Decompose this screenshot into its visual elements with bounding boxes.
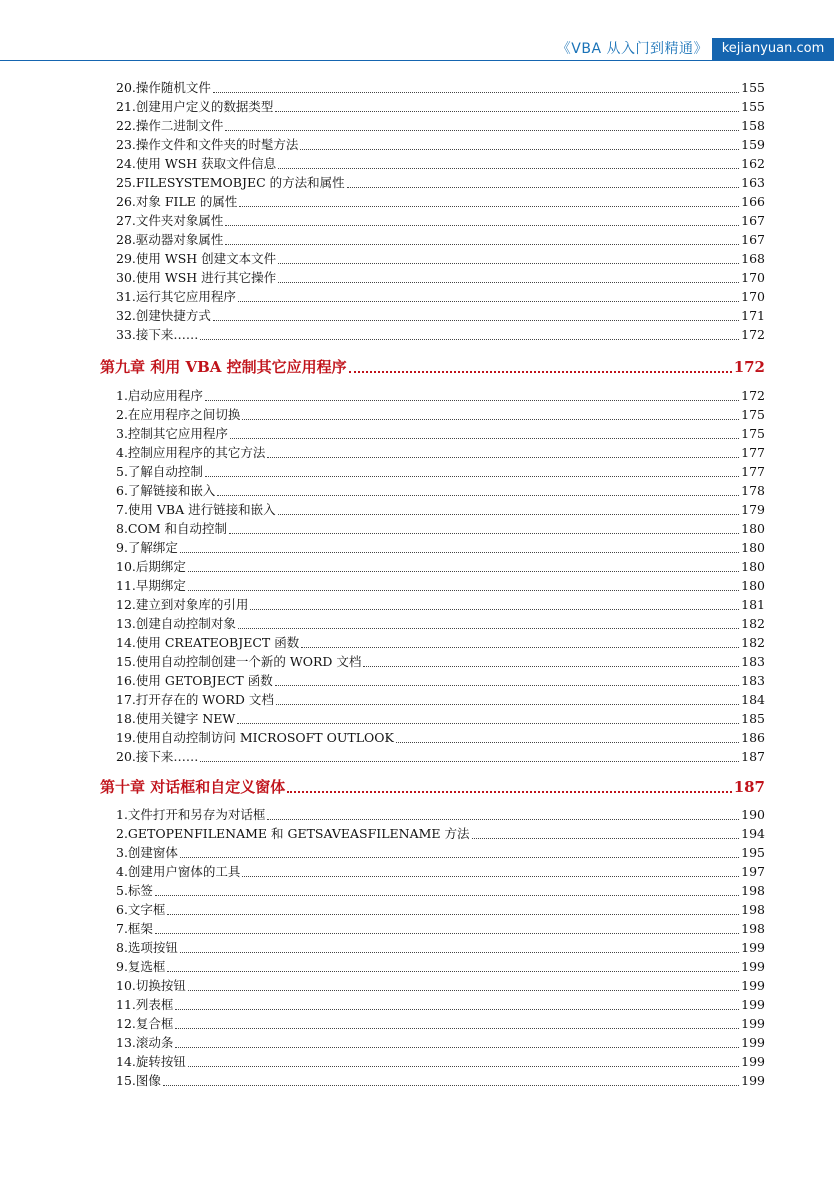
entry-title: 5.了解自动控制 (116, 464, 203, 479)
dot-leader (180, 952, 739, 953)
dot-leader (225, 130, 739, 131)
toc-entry[interactable] (116, 155, 765, 173)
dot-leader (347, 187, 739, 188)
entry-title: 14.使用 CREATEOBJECT 函数 (116, 635, 300, 650)
toc-entry[interactable] (116, 482, 765, 500)
entry-title: 8.选项按钮 (116, 940, 178, 955)
chapter-page: 187 (733, 778, 765, 796)
entry-page: 177 (741, 445, 765, 460)
toc-entry[interactable] (116, 539, 765, 557)
entry-title: 17.打开存在的 WORD 文档 (116, 692, 274, 707)
toc-entry[interactable] (116, 653, 765, 671)
page-header (0, 38, 834, 60)
book-title: 《VBA 从入门到精通》 (556, 41, 708, 57)
dot-leader (278, 263, 739, 264)
toc-entry[interactable] (116, 615, 765, 633)
entry-page: 197 (741, 864, 765, 879)
entry-page: 199 (741, 978, 765, 993)
entry-page: 199 (741, 1054, 765, 1069)
dot-leader (175, 1047, 739, 1048)
toc-entry[interactable] (116, 634, 765, 652)
entry-page: 183 (741, 654, 765, 669)
dot-leader (301, 647, 739, 648)
entry-title: 12.复合框 (116, 1016, 174, 1031)
entry-page: 170 (741, 270, 765, 285)
toc-entry[interactable] (116, 558, 765, 576)
toc-entry[interactable] (116, 920, 765, 938)
entry-page: 167 (741, 213, 765, 228)
toc-entry[interactable] (116, 425, 765, 443)
dot-leader (229, 533, 739, 534)
entry-title: 9.了解绑定 (116, 540, 178, 555)
dot-leader (205, 476, 739, 477)
toc-entry[interactable] (116, 444, 765, 462)
entry-page: 199 (741, 1035, 765, 1050)
entry-page: 180 (741, 578, 765, 593)
toc-entry[interactable] (116, 231, 765, 249)
toc-entry[interactable] (116, 958, 765, 976)
entry-title: 18.使用关键字 NEW (116, 711, 236, 726)
toc-entry[interactable] (116, 501, 765, 519)
toc-entry[interactable] (116, 1015, 765, 1033)
dot-leader (205, 400, 739, 401)
dot-leader (155, 933, 739, 934)
entry-title: 30.使用 WSH 进行其它操作 (116, 270, 277, 285)
toc-entry[interactable] (116, 406, 765, 424)
dot-leader (175, 1009, 739, 1010)
entry-page: 180 (741, 559, 765, 574)
entry-page: 155 (741, 99, 765, 114)
chapter-title: 第九章 利用 VBA 控制其它应用程序 (100, 358, 347, 376)
entry-title: 11.列表框 (116, 997, 174, 1012)
entry-title: 19.使用自动控制访问 MICROSOFT OUTLOOK (116, 730, 394, 745)
dot-leader (349, 371, 732, 373)
entry-title: 33.接下来…… (116, 327, 199, 342)
dot-leader (300, 149, 739, 150)
dot-leader (167, 914, 739, 915)
toc-entry[interactable] (116, 326, 765, 344)
toc-entry[interactable] (116, 939, 765, 957)
dot-leader (180, 857, 739, 858)
entry-title: 1.文件打开和另存为对话框 (116, 807, 266, 822)
toc-entry[interactable] (116, 748, 765, 766)
toc-entry[interactable] (116, 463, 765, 481)
entry-title: 4.创建用户窗体的工具 (116, 864, 241, 879)
dot-leader (200, 339, 739, 340)
entry-page: 171 (741, 308, 765, 323)
chapter-heading-10[interactable] (100, 776, 765, 798)
dot-leader (213, 320, 739, 321)
dot-leader (267, 457, 739, 458)
entry-title: 27.文件夹对象属性 (116, 213, 224, 228)
entry-title: 29.使用 WSH 创建文本文件 (116, 251, 277, 266)
entry-title: 15.使用自动控制创建一个新的 WORD 文档 (116, 654, 362, 669)
entry-title: 13.创建自动控制对象 (116, 616, 236, 631)
entry-page: 187 (741, 749, 765, 764)
entry-page: 178 (741, 483, 765, 498)
entry-page: 198 (741, 921, 765, 936)
toc-entry[interactable] (116, 136, 765, 154)
entry-page: 172 (741, 388, 765, 403)
dot-leader (267, 819, 739, 820)
dot-leader (472, 838, 740, 839)
dot-leader (396, 742, 739, 743)
entry-page: 181 (741, 597, 765, 612)
toc-entry[interactable] (116, 710, 765, 728)
toc-entry[interactable] (116, 174, 765, 192)
toc-entry[interactable] (116, 250, 765, 268)
dot-leader (230, 438, 739, 439)
dot-leader (242, 876, 739, 877)
entry-title: 5.标签 (116, 883, 153, 898)
entry-page: 180 (741, 521, 765, 536)
entry-title: 31.运行其它应用程序 (116, 289, 236, 304)
entry-page: 190 (741, 807, 765, 822)
site-badge: kejianyuan.com (712, 38, 834, 60)
entry-page: 199 (741, 940, 765, 955)
toc-entry[interactable] (116, 806, 765, 824)
toc-entry[interactable] (116, 79, 765, 97)
entry-page: 159 (741, 137, 765, 152)
entry-title: 2.在应用程序之间切换 (116, 407, 241, 422)
entry-title: 21.创建用户定义的数据类型 (116, 99, 274, 114)
toc-entry[interactable] (116, 901, 765, 919)
dot-leader (163, 1085, 739, 1086)
toc-entry[interactable] (116, 288, 765, 306)
entry-title: 3.创建窗体 (116, 845, 178, 860)
entry-title: 14.旋转按钮 (116, 1054, 186, 1069)
toc-entry[interactable] (116, 882, 765, 900)
entry-page: 194 (741, 826, 765, 841)
dot-leader (167, 971, 739, 972)
entry-page: 182 (741, 616, 765, 631)
entry-page: 180 (741, 540, 765, 555)
dot-leader (278, 168, 739, 169)
entry-page: 184 (741, 692, 765, 707)
toc-entry[interactable] (116, 596, 765, 614)
chapter-title: 第十章 对话框和自定义窗体 (100, 778, 286, 796)
entry-title: 13.滚动条 (116, 1035, 174, 1050)
dot-leader (188, 590, 739, 591)
chapter-heading-9[interactable] (100, 356, 765, 378)
dot-leader (278, 514, 740, 515)
dot-leader (175, 1028, 739, 1029)
entry-title: 24.使用 WSH 获取文件信息 (116, 156, 277, 171)
toc-entry[interactable] (116, 672, 765, 690)
entry-title: 4.控制应用程序的其它方法 (116, 445, 266, 460)
entry-page: 166 (741, 194, 765, 209)
entry-page: 199 (741, 1016, 765, 1031)
dot-leader (278, 282, 739, 283)
dot-leader (242, 419, 739, 420)
toc-entry[interactable] (116, 1053, 765, 1071)
toc-entry[interactable] (116, 307, 765, 325)
toc-entry[interactable] (116, 98, 765, 116)
toc-entry[interactable] (116, 1072, 765, 1090)
entry-page: 179 (741, 502, 765, 517)
entry-title: 7.使用 VBA 进行链接和嵌入 (116, 502, 276, 517)
entry-page: 158 (741, 118, 765, 133)
dot-leader (188, 1066, 739, 1067)
dot-leader (188, 990, 739, 991)
dot-leader (287, 791, 731, 793)
entry-page: 182 (741, 635, 765, 650)
entry-title: 25.FILESYSTEMOBJEC 的方法和属性 (116, 175, 345, 190)
entry-page: 155 (741, 80, 765, 95)
entry-page: 199 (741, 1073, 765, 1088)
toc-entry[interactable] (116, 1034, 765, 1052)
dot-leader (363, 666, 739, 667)
dot-leader (239, 206, 739, 207)
entry-page: 172 (741, 327, 765, 342)
entry-title: 7.框架 (116, 921, 153, 936)
entry-page: 195 (741, 845, 765, 860)
dot-leader (200, 761, 739, 762)
dot-leader (155, 895, 739, 896)
toc-entry[interactable] (116, 691, 765, 709)
entry-page: 177 (741, 464, 765, 479)
toc-entry[interactable] (116, 729, 765, 747)
entry-page: 175 (741, 407, 765, 422)
entry-title: 6.文字框 (116, 902, 166, 917)
entry-title: 9.复选框 (116, 959, 166, 974)
entry-title: 15.图像 (116, 1073, 161, 1088)
entry-title: 11.早期绑定 (116, 578, 186, 593)
dot-leader (225, 225, 739, 226)
toc-entry[interactable] (116, 844, 765, 862)
entry-title: 28.驱动器对象属性 (116, 232, 224, 247)
entry-title: 20.接下来…… (116, 749, 199, 764)
entry-page: 167 (741, 232, 765, 247)
dot-leader (238, 301, 739, 302)
dot-leader (180, 552, 739, 553)
toc-entry[interactable] (116, 825, 765, 843)
entry-page: 175 (741, 426, 765, 441)
toc-entry[interactable] (116, 117, 765, 135)
entry-page: 199 (741, 997, 765, 1012)
toc-entry[interactable] (116, 212, 765, 230)
entry-title: 6.了解链接和嵌入 (116, 483, 216, 498)
entry-page: 162 (741, 156, 765, 171)
entry-title: 10.后期绑定 (116, 559, 186, 574)
entry-page: 186 (741, 730, 765, 745)
entry-title: 8.COM 和自动控制 (116, 521, 228, 536)
entry-page: 198 (741, 902, 765, 917)
dot-leader (276, 704, 739, 705)
entry-page: 170 (741, 289, 765, 304)
entry-title: 12.建立到对象库的引用 (116, 597, 249, 612)
dot-leader (250, 609, 739, 610)
toc-entry[interactable] (116, 269, 765, 287)
entry-title: 22.操作二进制文件 (116, 118, 224, 133)
toc-entry[interactable] (116, 193, 765, 211)
entry-page: 183 (741, 673, 765, 688)
entry-page: 163 (741, 175, 765, 190)
entry-page: 185 (741, 711, 765, 726)
entry-title: 2.GETOPENFILENAME 和 GETSAVEASFILENAME 方法 (116, 826, 470, 841)
entry-title: 32.创建快捷方式 (116, 308, 211, 323)
toc-entry[interactable] (116, 387, 765, 405)
entry-page: 168 (741, 251, 765, 266)
entry-page: 199 (741, 959, 765, 974)
toc-entry[interactable] (116, 977, 765, 995)
header-rule (0, 60, 834, 61)
dot-leader (275, 111, 739, 112)
entry-title: 1.启动应用程序 (116, 388, 203, 403)
dot-leader (217, 495, 739, 496)
dot-leader (213, 92, 739, 93)
dot-leader (238, 628, 739, 629)
dot-leader (237, 723, 739, 724)
dot-leader (275, 685, 739, 686)
entry-title: 23.操作文件和文件夹的时髦方法 (116, 137, 299, 152)
toc-entry[interactable] (116, 863, 765, 881)
entry-page: 198 (741, 883, 765, 898)
entry-title: 3.控制其它应用程序 (116, 426, 228, 441)
dot-leader (188, 571, 739, 572)
chapter-page: 172 (733, 358, 765, 376)
entry-title: 20.操作随机文件 (116, 80, 211, 95)
dot-leader (225, 244, 739, 245)
toc-entry[interactable] (116, 996, 765, 1014)
entry-title: 26.对象 FILE 的属性 (116, 194, 238, 209)
toc-entry[interactable] (116, 577, 765, 595)
entry-title: 16.使用 GETOBJECT 函数 (116, 673, 273, 688)
toc-entry[interactable] (116, 520, 765, 538)
entry-title: 10.切换按钮 (116, 978, 186, 993)
